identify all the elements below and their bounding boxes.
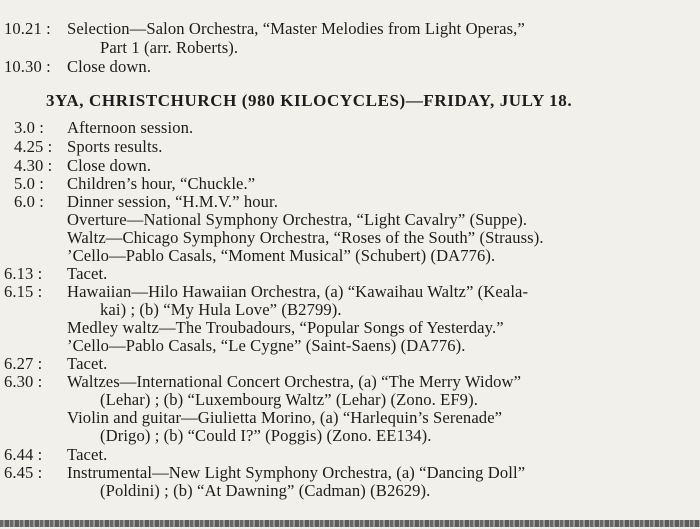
entry-time: 4.30 : bbox=[14, 156, 53, 175]
entry-text: Hawaiian—Hilo Hawaiian Orchestra, (a) “Kawaihau Waltz” (Keala- bbox=[67, 282, 529, 301]
entry-time: 5.0 : bbox=[14, 174, 45, 193]
entry-text: Tacet. bbox=[67, 445, 108, 464]
entry-time: 10.30 : bbox=[4, 57, 51, 76]
entry-text: Waltzes—International Concert Orchestra, (a) “The Merry Widow” bbox=[67, 372, 522, 391]
entry-text: Close down. bbox=[67, 156, 152, 175]
entry-text: Selection—Salon Orchestra, “Master Melodies from Light Operas,” bbox=[67, 19, 525, 38]
entry-text-continuation: (Lehar) ; (b) “Luxembourg Waltz” (Lehar) (Zono. EF9). bbox=[100, 390, 478, 409]
programme-item-text: Waltz—Chicago Symphony Orchestra, “Roses of the South” (Strauss). bbox=[67, 228, 544, 247]
entry-time: 3.0 : bbox=[14, 118, 45, 137]
programme-item-text: Overture—National Symphony Orchestra, “Light Cavalry” (Suppe). bbox=[67, 210, 528, 229]
entry-time: 6.44 : bbox=[4, 445, 43, 464]
entry-text-continuation: (Poldini) ; (b) “At Dawning” (Cadman) (B2629). bbox=[100, 481, 431, 500]
entry-text-continuation: kai) ; (b) “My Hula Love” (B2799). bbox=[100, 300, 342, 319]
programme-item-text: ’Cello—Pablo Casals, “Moment Musical” (Schubert) (DA776). bbox=[67, 246, 496, 265]
entry-text: Tacet. bbox=[67, 354, 108, 373]
entry-time: 6.30 : bbox=[4, 372, 43, 391]
programme-item-text: Medley waltz—The Troubadours, “Popular Songs of Yesterday.” bbox=[67, 318, 504, 337]
entry-text: Sports results. bbox=[67, 137, 163, 156]
entry-time: 6.27 : bbox=[4, 354, 43, 373]
entry-text: Tacet. bbox=[67, 264, 108, 283]
programme-item-text: Violin and guitar—Giulietta Morino, (a) “Harlequin’s Serenade” bbox=[67, 408, 503, 427]
entry-time: 10.21 : bbox=[4, 19, 51, 38]
entry-text-continuation: Part 1 (arr. Roberts). bbox=[100, 38, 239, 57]
entry-time: 6.0 : bbox=[14, 192, 45, 211]
entry-text: Afternoon session. bbox=[67, 118, 194, 137]
programme-item-text-continuation: (Drigo) ; (b) “Could I?” (Poggis) (Zono. EE134). bbox=[100, 426, 432, 445]
entry-text: Children’s hour, “Chuckle.” bbox=[67, 174, 256, 193]
entry-time: 6.45 : bbox=[4, 463, 43, 482]
bottom-rule bbox=[0, 520, 700, 527]
entry-text: Dinner session, “H.M.V.” hour. bbox=[67, 192, 279, 211]
entry-time: 6.15 : bbox=[4, 282, 43, 301]
entry-time: 4.25 : bbox=[14, 137, 53, 156]
entry-text: Instrumental—New Light Symphony Orchestra, (a) “Dancing Doll” bbox=[67, 463, 526, 482]
programme-item-text: ’Cello—Pablo Casals, “Le Cygne” (Saint-Saens) (DA776). bbox=[67, 336, 466, 355]
entry-time: 6.13 : bbox=[4, 264, 43, 283]
station-heading: 3YA, CHRISTCHURCH (980 KILOCYCLES)—FRIDAY, JULY 18. bbox=[46, 91, 573, 110]
entry-text: Close down. bbox=[67, 57, 152, 76]
